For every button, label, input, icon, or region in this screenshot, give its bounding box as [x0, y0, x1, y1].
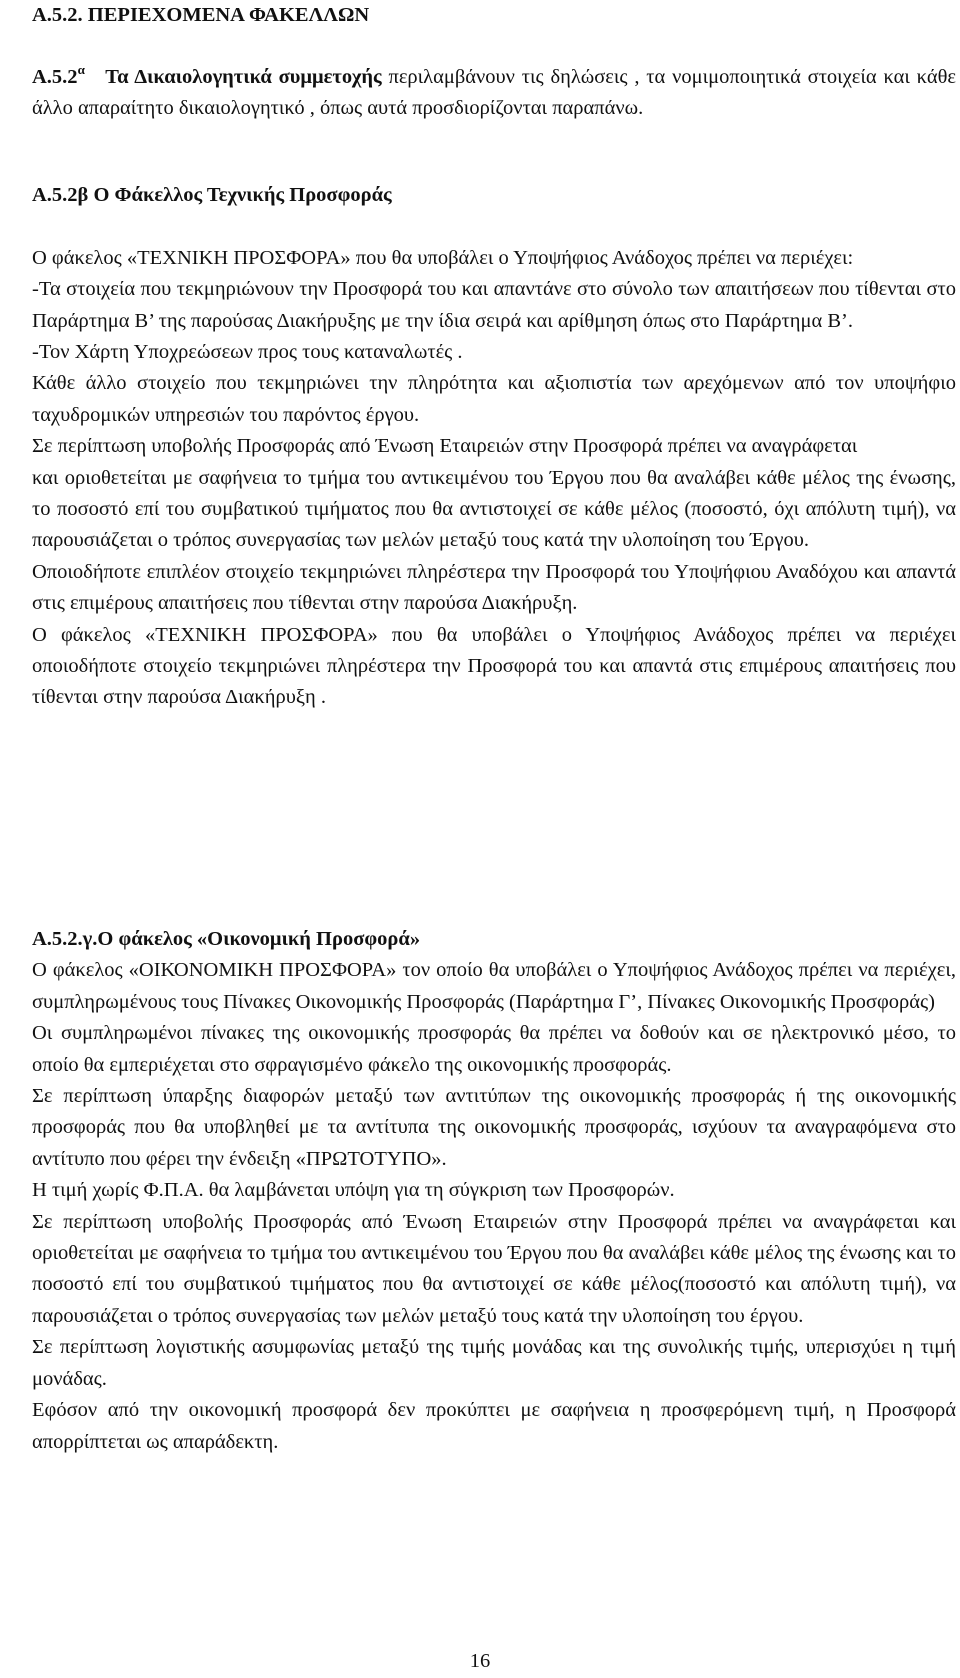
paragraph: Η τιμή χωρίς Φ.Π.Α. θα λαμβάνεται υπόψη για τη σύγκριση των Προσφορών. — [32, 1179, 675, 1202]
financial-offer-section — [32, 924, 956, 1458]
intro-paragraph — [32, 62, 956, 125]
paragraph: -Τον Χάρτη Υποχρεώσεων προς τους καταναλωτές . — [32, 341, 463, 364]
paragraph: Σε περίπτωση λογιστικής ασυμφωνίας μεταξύ της τιμής μονάδας και της συνολικής τιμής, υπερισχύει η τιμή μονάδας. — [32, 1336, 956, 1390]
intro-superscript: α — [77, 62, 85, 77]
technical-offer-section — [32, 180, 956, 714]
page-title: Α.5.2. ΠΕΡΙΕΧΟΜΕΝΑ ΦΑΚΕΛΛΩΝ — [32, 4, 370, 26]
paragraph: Ο φάκελος «ΤΕΧΝΙΚΗ ΠΡΟΣΦΟΡΑ» που θα υποβάλει ο Υποψήφιος Ανάδοχος πρέπει να περιέχει οποιοδήποτε στοιχείο τεκμηριώνει πληρέστερα την Προσφορά του και απαντά στις επιμέρους απαιτήσεις που τίθενται στην παρούσα Διακήρυξη . — [32, 623, 956, 709]
intro-heading: Τα Δικαιολογητικά συμμετοχής — [105, 66, 382, 88]
technical-offer-heading: Α.5.2β Ο Φάκελλος Τεχνικής Προσφοράς — [32, 184, 392, 206]
paragraph: Οποιοδήποτε επιπλέον στοιχείο τεκμηριώνει πληρέστερα την Προσφορά του Υποψήφιου Αναδόχου και απαντά στις επιμέρους απαιτήσεις που τίθενται στην παρούσα Διακήρυξη. — [32, 560, 956, 615]
paragraph: Οι συμπληρωμένοι πίνακες της οικονομικής προσφοράς θα πρέπει να δοθούν και σε ηλεκτρονικό μέσο, το οποίο θα εμπεριέχεται στο σφραγισμένο φάκελο της οικονομικής προσφοράς. — [32, 1022, 956, 1076]
paragraph: Κάθε άλλο στοιχείο που τεκμηριώνει την πληρότητα και αξιοπιστία των αρεχόμενων από τον υποψήφιο ταχυδρομικών υπηρεσιών του παρόντος έργου. — [32, 372, 956, 426]
paragraph: Σε περίπτωση ύπαρξης διαφορών μεταξύ των αντιτύπων της οικονομικής προσφοράς ή της οικονομικής προσφοράς που θα υποβληθεί με τα αντίτυπα της οικονομικής προσφοράς, ισχύουν τα αναγραφόμενα στο αντίτυπο που φέρει την ένδειξη «ΠΡΩΤΟΤΥΠΟ». — [32, 1085, 956, 1170]
page-number: 16 — [469, 1650, 491, 1672]
intro-text: περιλαμβάνουν τις δηλώσεις , τα νομιμοποιητικά στοιχεία και κάθε άλλο απαραίτητο δικαιολογητικό , όπως αυτά προσδιορίζονται παραπάνω. — [32, 66, 957, 120]
intro-number-text: Α.5.2 — [32, 66, 78, 88]
financial-offer-heading: Α.5.2.γ.Ο φάκελος «Οικονομική Προσφορά» — [32, 928, 421, 950]
paragraph: Ο φάκελος «ΟΙΚΟΝΟΜΙΚΗ ΠΡΟΣΦΟΡΑ» τον οποίο θα υποβάλει ο Υποψήφιος Ανάδοχος πρέπει να περιέχει, συμπληρωμένους τους Πίνακες Οικονομικής Προσφοράς (Παράρτημα Γ’, Πίνακες Οικονομικής Προσφοράς) — [32, 959, 956, 1013]
paragraph: Ο φάκελος «ΤΕΧΝΙΚΗ ΠΡΟΣΦΟΡΑ» που θα υποβάλει ο Υποψήφιος Ανάδοχος πρέπει να περιέχει: — [32, 246, 854, 269]
paragraph: Σε περίπτωση υποβολής Προσφοράς από Ένωση Εταιρειών στην Προσφορά πρέπει να αναγράφεται — [32, 435, 858, 458]
intro-number — [32, 62, 85, 88]
paragraph: και οριοθετείται με σαφήνεια το τμήμα του αντικειμένου του Έργου που θα αναλάβει κάθε μέλος της ένωσης, το ποσοστό επί του συμβατικού τιμήματος που θα αντιστοιχεί σε κάθε μέλος (ποσοστό, όχι απόλυτη τιμή), να παρουσιάζεται ο τρόπος συνεργασίας των μελών μεταξύ τους κατά την υλοποίηση του Έργου. — [32, 466, 956, 552]
paragraph: -Τα στοιχεία που τεκμηριώνουν την Προσφορά του και απαντάνε στο σύνολο των απαιτήσεων που τίθενται στο Παράρτημα Β’ της παρούσας Διακήρυξης με την ίδια σειρά και αρίθμηση όπως στο Παράρτημα Β’. — [32, 278, 956, 332]
paragraph: Σε περίπτωση υποβολής Προσφοράς από Ένωση Εταιρειών στην Προσφορά πρέπει να αναγράφεται και οριοθετείται με σαφήνεια το τμήμα του αντικειμένου του Έργου που θα αναλάβει κάθε μέλος της ένωσης και το ποσοστό επί του συμβατικού τιμήματος που θα αντιστοιχεί σε κάθε μέλος(ποσοστό και απόλυτη τιμή), να παρουσιάζεται ο τρόπος συνεργασίας των μελών μεταξύ τους κατά την υλοποίηση του έργου. — [32, 1210, 956, 1327]
paragraph: Εφόσον από την οικονομική προσφορά δεν προκύπτει με σαφήνεια η προσφερόμενη τιμή, η Προσφορά απορρίπτεται ως απαράδεκτη. — [32, 1399, 956, 1453]
